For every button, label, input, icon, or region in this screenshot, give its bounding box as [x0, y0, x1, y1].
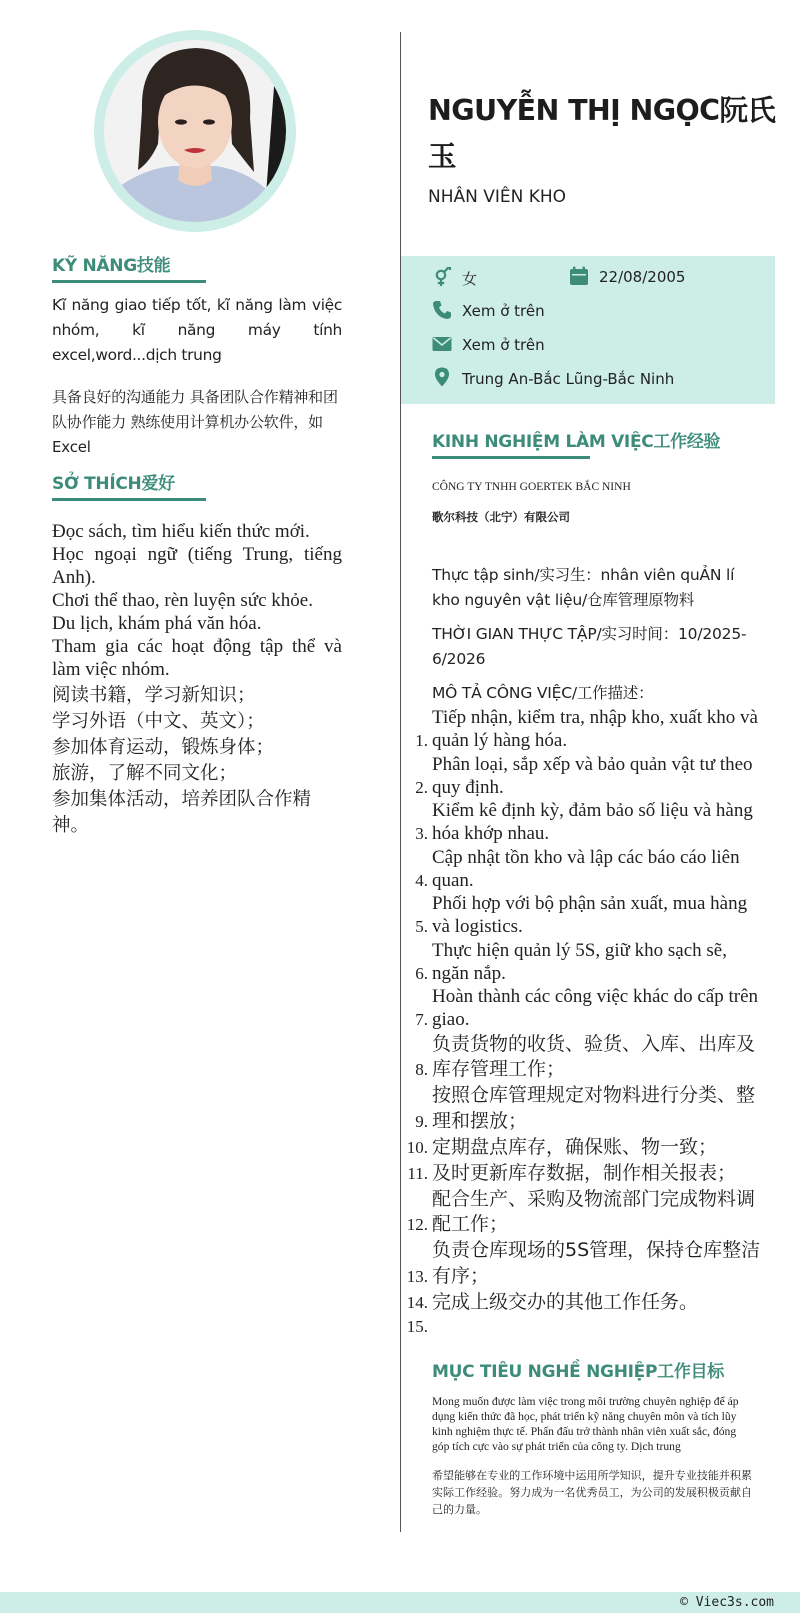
duty-number: 13.: [406, 1266, 428, 1286]
duty-text: Thực hiện quản lý 5S, giữ kho sạch sẽ, ngăn nắp.: [432, 939, 727, 984]
experience-title: KINH NGHIỆM LÀM VIỆC工作经验: [432, 432, 721, 452]
footer-bar: [0, 1592, 800, 1613]
duty-number: 8.: [415, 1060, 428, 1079]
duty-text: Hoàn thành các công việc khác do cấp trên giao.: [432, 986, 759, 1030]
full-name: [428, 88, 778, 180]
duty-item: [415, 799, 762, 845]
duty-item: [406, 1238, 762, 1289]
duty-item: [406, 1135, 762, 1161]
experience-heading-block: [432, 427, 721, 459]
birthdate-value: 22/08/2005: [599, 268, 686, 286]
duties-list: [406, 706, 762, 1338]
hobby-item: 阅读书籍，学习新知识；: [52, 685, 256, 706]
avatar-frame: [94, 30, 296, 232]
duty-number: 12.: [406, 1215, 428, 1234]
duty-item: [415, 1083, 762, 1134]
duty-number: 10.: [406, 1137, 428, 1157]
duty-item: [415, 846, 762, 892]
duty-number: 14.: [406, 1292, 428, 1312]
skills-title-underline: [52, 280, 206, 283]
hobbies-heading-block: [52, 469, 206, 501]
duty-text: 配合生产、采购及物流部门完成物料调配工作；: [432, 1187, 756, 1235]
hobbies-title: SỞ THÍCH爱好: [52, 474, 175, 494]
hobbies-title-underline: [52, 498, 206, 501]
hobby-item: 旅游，了解不同文化；: [52, 763, 238, 784]
duty-item: [415, 1032, 762, 1083]
map-pin-icon: [432, 367, 452, 387]
internship-period: THỜI GIAN THỰC TẬP/实习时间：10/2025-6/2026: [432, 625, 747, 668]
company-name-vi: CÔNG TY TNHH GOERTEK BẮC NINH: [432, 481, 631, 493]
duty-text: 完成上级交办的其他工作任务。: [432, 1290, 699, 1313]
duty-item: [407, 1161, 762, 1187]
hobby-item: 学习外语（中文、英文）；: [52, 711, 265, 732]
hobby-item: Đọc sách, tìm hiểu kiến thức mới.: [52, 521, 310, 542]
duty-number: 6.: [415, 963, 428, 983]
duty-number: 9.: [415, 1111, 428, 1131]
full-name-line: NGUYỄN THỊ NGỌC阮氏: [428, 94, 776, 127]
avatar: [104, 40, 286, 222]
duty-number: 15.: [406, 1316, 428, 1336]
duty-item: [406, 1316, 762, 1338]
duty-number: 5.: [415, 917, 428, 936]
duty-text: 按照仓库管理规定对物料进行分类、整理和摆放；: [432, 1084, 756, 1132]
duty-item: [415, 706, 762, 752]
calendar-icon: [569, 266, 589, 286]
duty-text: 及时更新库存数据，制作相关报表；: [432, 1161, 737, 1184]
hobby-item: 参加体育运动，锻炼身体；: [52, 737, 275, 758]
skills-heading-block: [52, 251, 206, 283]
duty-item: [406, 1290, 762, 1316]
hobby-item: Học ngoại ngữ (tiếng Trung, tiếng Anh).: [52, 544, 342, 588]
duty-text: 定期盘点库存，确保账、物一致；: [432, 1135, 718, 1158]
profile-photo: [104, 40, 286, 222]
job-title: NHÂN VIÊN KHO: [428, 187, 567, 207]
email-value: Xem ở trên: [462, 336, 545, 354]
duty-text: 负责货物的收货、验货、入库、出库及库存管理工作；: [432, 1032, 756, 1080]
duty-number: 7.: [415, 1010, 428, 1029]
duty-text: 负责仓库现场的5S管理，保持仓库整洁有序；: [432, 1239, 761, 1287]
duty-item: [415, 753, 762, 799]
address-value: Trung An-Bắc Lũng-Bắc Ninh: [462, 370, 675, 388]
hobby-item: Chơi thể thao, rèn luyện sức khỏe.: [52, 590, 313, 611]
duty-item: [415, 939, 762, 985]
copyright-text: © Viec3s.com: [680, 1595, 774, 1610]
duty-number: 3.: [415, 824, 428, 843]
hobbies-list: [52, 520, 342, 839]
career-goal-heading-block: [432, 1357, 732, 1382]
career-goal-text-zh: 希望能够在专业的工作环境中运用所学知识，提升专业技能并积累实际工作经验。努力成为一名优秀员工，为公司的发展积极贡献自己的力量。: [432, 1469, 752, 1516]
personal-info-box: [401, 256, 775, 404]
duty-item: [415, 892, 762, 938]
skills-text-zh: 具备良好的沟通能力 具备团队合作精神和团队协作能力 熟练使用计算机办公软件，如 Excel: [52, 388, 338, 456]
duty-item: [415, 985, 762, 1031]
envelope-icon: [432, 334, 452, 354]
job-description-label: MÔ TẢ CÔNG VIỆC/工作描述：: [432, 684, 654, 702]
duty-text: Phối hợp với bộ phận sản xuất, mua hàng và logistics.: [432, 893, 748, 937]
duty-number: 2.: [415, 777, 428, 797]
hobby-item: 参加集体活动，培养团队合作精神。: [52, 789, 312, 836]
duty-number: 11.: [407, 1163, 428, 1183]
phone-icon: [432, 300, 452, 320]
skills-text-vi: Kĩ năng giao tiếp tốt, kĩ năng làm việc nhóm, kĩ năng máy tính excel,word...dịch trung: [52, 296, 342, 364]
experience-title-underline: [432, 456, 590, 459]
duty-item: [406, 1187, 762, 1238]
phone-value: Xem ở trên: [462, 302, 545, 320]
duty-text: Tiếp nhận, kiểm tra, nhập kho, xuất kho và quản lý hàng hóa.: [432, 707, 758, 751]
duty-text: Phân loại, sắp xếp và bảo quản vật tư theo quy định.: [432, 753, 753, 798]
company-name-zh: 歌尔科技（北宁）有限公司: [432, 510, 570, 524]
position-text: Thực tập sinh/实习生：nhân viên quẢN lí kho nguyên vật liệu/仓库管理原物料: [432, 566, 735, 609]
hobby-item: Tham gia các hoạt động tập thể và làm việc nhóm.: [52, 636, 342, 680]
hobby-item: Du lịch, khám phá văn hóa.: [52, 613, 262, 634]
gender-value: 女: [462, 270, 478, 288]
duty-number: 1.: [415, 731, 428, 750]
duty-text: Kiểm kê định kỳ, đảm bảo số liệu và hàng hóa khớp nhau.: [432, 800, 753, 844]
career-goal-title: MỤC TIÊU NGHỀ NGHIỆP工作目标: [432, 1362, 724, 1382]
career-goal-text-vi: Mong muốn được làm việc trong môi trường chuyên nghiệp để áp dụng kiến thức đã học, phát triển kỹ năng chuyên môn và tích lũy kinh nghiệm thực tế. Phấn đấu trở thành nhân viên xuất sắc, đóng góp tích cực vào sự phát triển của công ty. Dịch trung: [432, 1395, 739, 1453]
duty-text: Cập nhật tồn kho và lập các báo cáo liên quan.: [432, 846, 740, 891]
skills-title: KỸ NĂNG技能: [52, 256, 171, 276]
duty-number: 4.: [415, 870, 428, 890]
gender-icon: [432, 267, 452, 287]
full-name-line: 玉: [428, 140, 456, 173]
